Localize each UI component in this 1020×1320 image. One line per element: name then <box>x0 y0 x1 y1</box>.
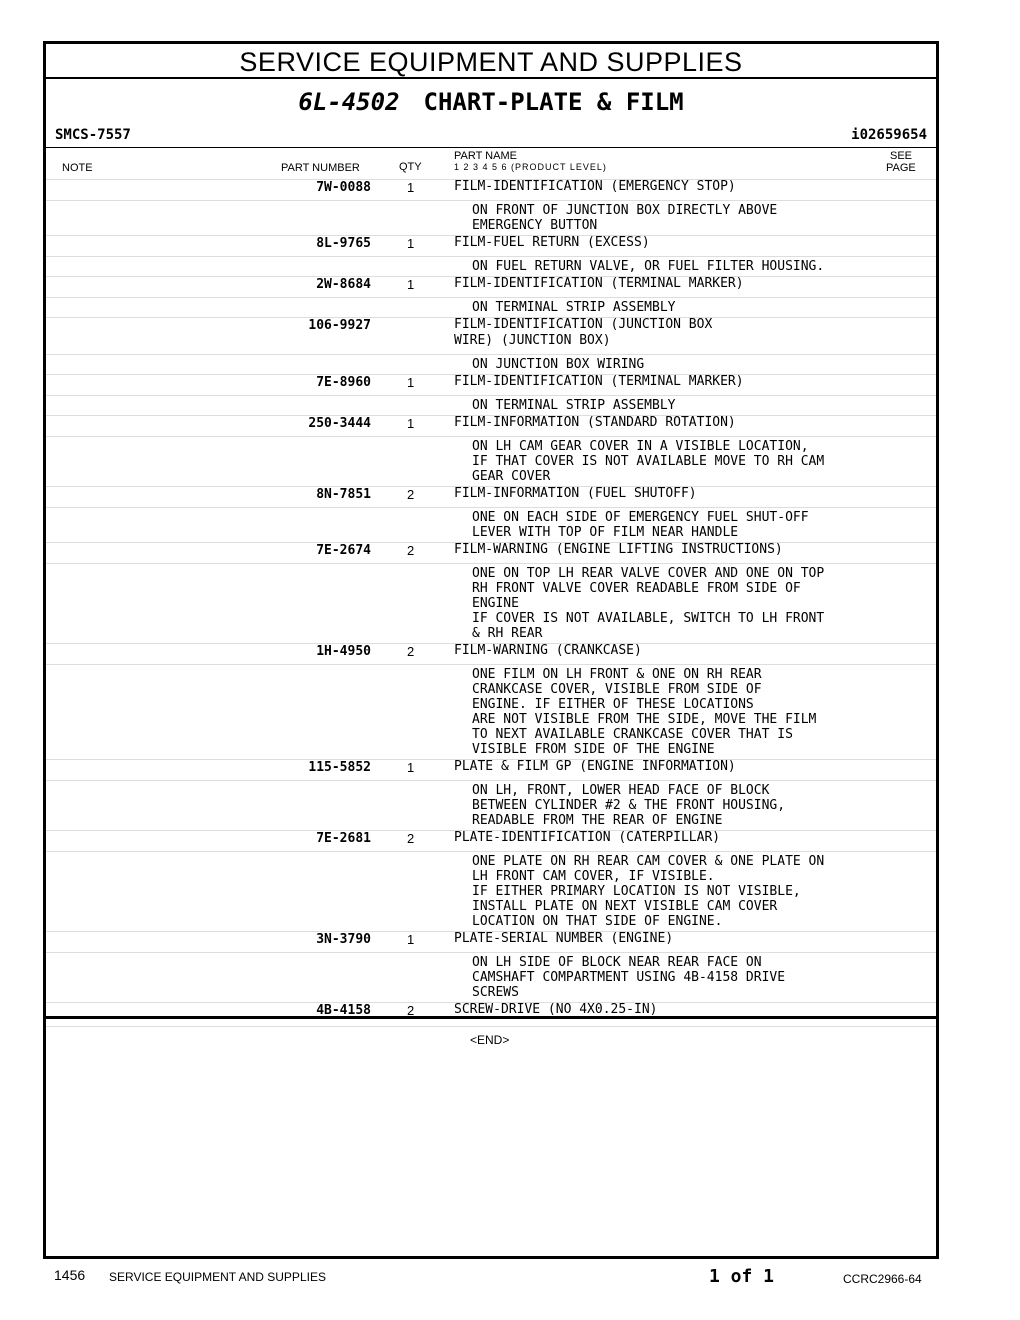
part-qty: 2 <box>407 543 415 558</box>
part-note: ON FRONT OF JUNCTION BOX DIRECTLY ABOVE EMERGENCY BUTTON <box>472 203 778 233</box>
part-number: 2W-8684 <box>316 277 371 292</box>
part-number: 7W-0088 <box>316 180 371 195</box>
row-separator <box>46 563 936 564</box>
part-name: PLATE-SERIAL NUMBER (ENGINE) <box>454 931 674 946</box>
row-separator <box>46 851 936 852</box>
part-qty: 2 <box>407 1003 415 1018</box>
part-qty: 1 <box>407 236 415 251</box>
header-divider <box>46 147 936 148</box>
part-number: 115-5852 <box>308 760 371 775</box>
col-part-name: PART NAME <box>454 150 517 162</box>
footer-section: SERVICE EQUIPMENT AND SUPPLIES <box>109 1270 326 1284</box>
part-name: FILM-FUEL RETURN (EXCESS) <box>454 235 650 250</box>
col-product-levels: 1 2 3 4 5 6 (PRODUCT LEVEL) <box>454 162 607 172</box>
part-number: 8N-7851 <box>316 487 371 502</box>
part-number: 1H-4950 <box>316 644 371 659</box>
end-marker: <END> <box>470 1033 510 1047</box>
part-note: ON LH CAM GEAR COVER IN A VISIBLE LOCATION, IF THAT COVER IS NOT AVAILABLE MOVE TO RH CAM GEAR COVER <box>472 439 825 484</box>
part-name: FILM-IDENTIFICATION (JUNCTION BOX WIRE) (JUNCTION BOX) <box>454 317 713 348</box>
row-separator <box>46 436 936 437</box>
part-name: FILM-WARNING (ENGINE LIFTING INSTRUCTIONS) <box>454 542 783 557</box>
col-part-number: PART NUMBER <box>281 162 360 174</box>
row-separator <box>46 507 936 508</box>
col-qty: QTY <box>399 161 422 173</box>
part-qty: 1 <box>407 932 415 947</box>
footer-code: CCRC2966-64 <box>843 1272 922 1286</box>
part-number: 106-9927 <box>308 318 371 333</box>
part-note: ONE ON EACH SIDE OF EMERGENCY FUEL SHUT-OFF LEVER WITH TOP OF FILM NEAR HANDLE <box>472 510 809 540</box>
part-note: ON LH, FRONT, LOWER HEAD FACE OF BLOCK BETWEEN CYLINDER #2 & THE FRONT HOUSING, READABLE FROM THE REAR OF ENGINE <box>472 783 786 828</box>
footer-page-of: 1 of 1 <box>709 1266 775 1287</box>
page-title <box>46 88 936 116</box>
part-name: FILM-WARNING (CRANKCASE) <box>454 643 642 658</box>
part-number: 7E-2681 <box>316 831 371 846</box>
row-separator <box>46 395 936 396</box>
part-note: ON JUNCTION BOX WIRING <box>472 357 645 372</box>
col-see: SEE <box>890 150 913 162</box>
row-separator <box>46 256 936 257</box>
smcs-code: SMCS-7557 <box>55 127 131 143</box>
part-note: ON TERMINAL STRIP ASSEMBLY <box>472 398 676 413</box>
part-qty: 1 <box>407 375 415 390</box>
part-qty: 1 <box>407 277 415 292</box>
col-note: NOTE <box>62 162 93 174</box>
part-name: FILM-IDENTIFICATION (TERMINAL MARKER) <box>454 374 744 389</box>
part-qty: 1 <box>407 180 415 195</box>
part-note: ONE PLATE ON RH REAR CAM COVER & ONE PLATE ON LH FRONT CAM COVER, IF VISIBLE. IF EITHER PRIMARY LOCATION IS NOT VISIBLE, INSTALL PLATE ON NEXT VISIBLE CAM COVER LOCATION ON THAT SIDE OF ENGINE. <box>472 854 825 929</box>
part-number: 250-3444 <box>308 416 371 431</box>
row-separator <box>46 664 936 665</box>
title-part-name: CHART-PLATE & FILM <box>423 88 684 116</box>
row-separator <box>46 780 936 781</box>
part-name: PLATE & FILM GP (ENGINE INFORMATION) <box>454 759 736 774</box>
col-page: PAGE <box>886 162 916 174</box>
part-name: PLATE-IDENTIFICATION (CATERPILLAR) <box>454 830 721 845</box>
footer-page-number: 1456 <box>54 1267 86 1283</box>
part-number: 8L-9765 <box>316 236 371 251</box>
part-name: FILM-INFORMATION (STANDARD ROTATION) <box>454 415 736 430</box>
section-title: SERVICE EQUIPMENT AND SUPPLIES <box>46 44 936 79</box>
table-bottom-rule <box>46 1016 936 1019</box>
part-qty: 1 <box>407 760 415 775</box>
part-number: 4B-4158 <box>316 1003 371 1018</box>
document-frame <box>43 41 939 1259</box>
part-note: ON TERMINAL STRIP ASSEMBLY <box>472 300 676 315</box>
part-note: ONE FILM ON LH FRONT & ONE ON RH REAR CRANKCASE COVER, VISIBLE FROM SIDE OF ENGINE. IF EITHER OF THESE LOCATIONS ARE NOT VISIBLE FROM THE SIDE, MOVE THE FILM TO NEXT AVAILABLE CRANKCASE COVER THAT IS VISIBLE FROM SIDE OF THE ENGINE <box>472 667 817 757</box>
row-separator <box>46 200 936 201</box>
part-number: 3N-3790 <box>316 932 371 947</box>
part-note: ONE ON TOP LH REAR VALVE COVER AND ONE ON TOP RH FRONT VALVE COVER READABLE FROM SIDE OF ENGINE IF COVER IS NOT AVAILABLE, SWITCH TO LH FRONT & RH REAR <box>472 566 825 641</box>
part-note: ON LH SIDE OF BLOCK NEAR REAR FACE ON CAMSHAFT COMPARTMENT USING 4B-4158 DRIVE SCREWS <box>472 955 786 1000</box>
part-qty: 1 <box>407 416 415 431</box>
part-name: FILM-INFORMATION (FUEL SHUTOFF) <box>454 486 697 501</box>
row-separator <box>46 1026 936 1027</box>
row-separator <box>46 354 936 355</box>
part-note: ON FUEL RETURN VALVE, OR FUEL FILTER HOUSING. <box>472 259 825 274</box>
part-name: SCREW-DRIVE (NO 4X0.25-IN) <box>454 1002 658 1017</box>
document-id: i02659654 <box>851 127 927 143</box>
row-separator <box>46 952 936 953</box>
part-qty: 2 <box>407 644 415 659</box>
part-number: 7E-8960 <box>316 375 371 390</box>
title-part-number: 6L-4502 <box>298 88 400 116</box>
part-number: 7E-2674 <box>316 543 371 558</box>
row-separator <box>46 297 936 298</box>
part-name: FILM-IDENTIFICATION (EMERGENCY STOP) <box>454 179 736 194</box>
part-name: FILM-IDENTIFICATION (TERMINAL MARKER) <box>454 276 744 291</box>
part-qty: 2 <box>407 831 415 846</box>
part-qty: 2 <box>407 487 415 502</box>
